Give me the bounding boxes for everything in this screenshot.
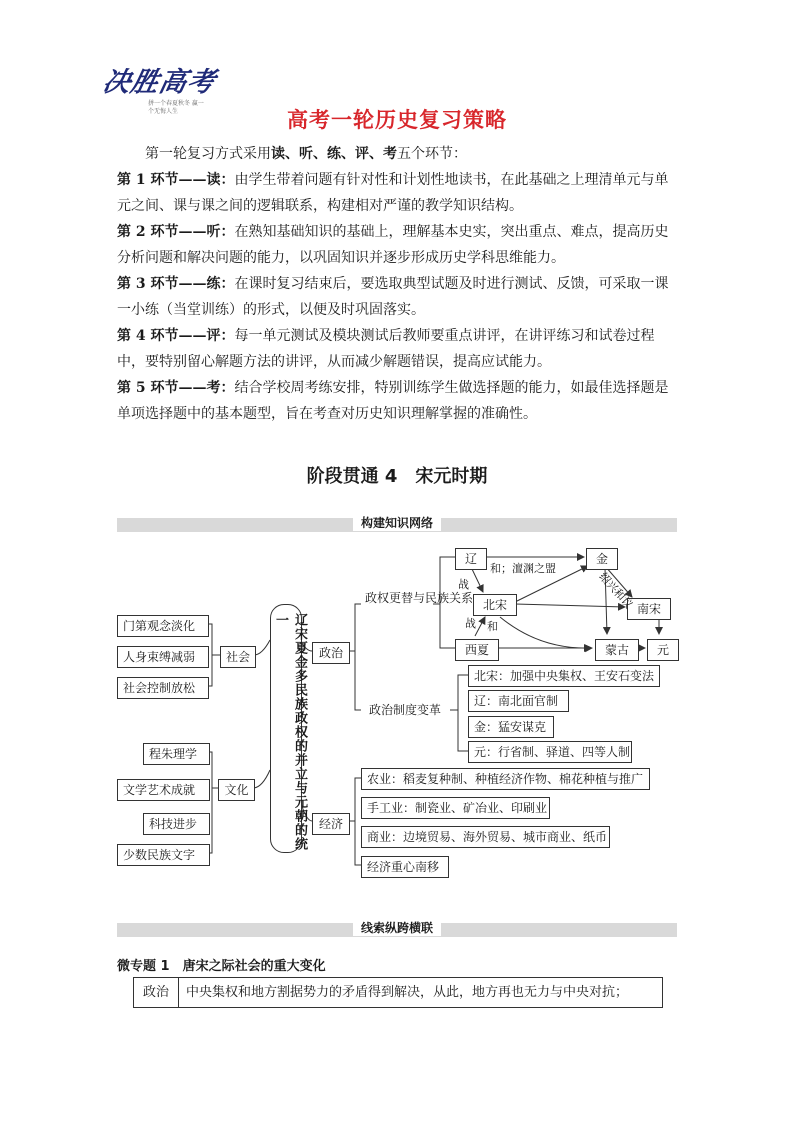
step-1: 第 1 环节——读：由学生带着问题有针对性和计划性地读书，在此基础之上理清单元与单元之间、课与课之间的逻辑联系，构建相对严谨的教学知识结构。 bbox=[117, 172, 669, 214]
society-item: 社会控制放松 bbox=[117, 677, 209, 699]
state-menggu: 蒙古 bbox=[595, 639, 639, 661]
system-item: 金：猛安谋克 bbox=[468, 716, 554, 738]
relations-node: 政权更替与民族关系 bbox=[365, 591, 474, 605]
economy-node: 经济 bbox=[312, 813, 350, 835]
edge-peace-2: 和 bbox=[487, 620, 498, 633]
center-title: 辽宋夏金多民族政权的并立与元朝的统一 bbox=[270, 604, 302, 853]
step-2: 第 2 环节——听：在熟知基础知识的基础上，理解基本史实，突出重点、难点，提高历史分析问题和解决问题的能力，以巩固知识并逐步形成历史学科思维能力。 bbox=[117, 224, 669, 266]
step-3: 第 3 环节——练：在课时复习结束后，要选取典型试题及时进行测试、反馈，可采取一课一小练（当堂训练）的形式，以便及时巩固落实。 bbox=[117, 276, 669, 318]
band-label: 构建知识网络 bbox=[353, 514, 441, 531]
state-jin: 金 bbox=[586, 548, 618, 570]
system-item: 北宋：加强中央集权、王安石变法 bbox=[468, 665, 660, 687]
society-item: 门第观念淡化 bbox=[117, 615, 209, 637]
edge-peace-chanyuan: 和；澶渊之盟 bbox=[490, 562, 556, 575]
politics-node: 政治 bbox=[312, 642, 350, 664]
table-cell-category: 政治 bbox=[134, 978, 179, 1007]
logo-text: 决胜高考 bbox=[100, 67, 219, 98]
band-clues bbox=[117, 923, 677, 937]
table-cell-content: 中央集权和地方割据势力的矛盾得到解决，从此，地方再也无力与中央对抗； bbox=[186, 985, 629, 1000]
economy-item: 农业：稻麦复种制、种植经济作物、棉花种植与推广 bbox=[361, 768, 650, 790]
culture-item: 少数民族文字 bbox=[117, 844, 210, 866]
system-item: 辽：南北面官制 bbox=[468, 690, 569, 712]
edge-war-1: 战 bbox=[458, 578, 469, 591]
state-xixia: 西夏 bbox=[455, 639, 499, 661]
topic-title: 微专题 1 唐宋之际社会的重大变化 bbox=[117, 959, 326, 974]
state-yuan: 元 bbox=[647, 639, 679, 661]
edge-war-2: 战 bbox=[465, 617, 476, 630]
state-nansong: 南宋 bbox=[627, 598, 671, 620]
step-4: 第 4 环节——评：每一单元测试及模块测试后教师要重点讲评，在讲评练习和试卷过程中，要特别留心解题方法的讲评，从而减少解题错误，提高应试能力。 bbox=[117, 328, 655, 370]
society-node: 社会 bbox=[220, 646, 256, 668]
state-beisong: 北宋 bbox=[473, 594, 517, 616]
culture-item: 文学艺术成就 bbox=[117, 779, 210, 801]
economy-item: 商业：边境贸易、海外贸易、城市商业、纸币 bbox=[361, 826, 610, 848]
band-label: 线索纵跨横联 bbox=[353, 919, 441, 936]
society-item: 人身束缚减弱 bbox=[117, 646, 209, 668]
section-title: 阶段贯通 4 宋元时期 bbox=[306, 466, 488, 487]
logo-slogan: 拼一个春夏秋冬 赢一个无悔人生 bbox=[148, 100, 204, 115]
edge-shaoxing: 绍兴和议 bbox=[596, 570, 636, 612]
page-title: 高考一轮历史复习策略 bbox=[287, 108, 507, 132]
system-node: 政治制度变革 bbox=[368, 703, 441, 717]
state-liao: 辽 bbox=[455, 548, 487, 570]
culture-node: 文化 bbox=[218, 779, 255, 801]
economy-item: 手工业：制瓷业、矿冶业、印刷业 bbox=[361, 797, 550, 819]
system-item: 元：行省制、驿道、四等人制 bbox=[468, 741, 632, 763]
topic-table bbox=[133, 977, 663, 1008]
step-5: 第 5 环节——考：结合学校周考练安排，特别训练学生做选择题的能力，如最佳选择题是单项选择题中的基本题型，旨在考查对历史知识理解掌握的准确性。 bbox=[117, 380, 669, 422]
economy-item: 经济重心南移 bbox=[361, 856, 449, 878]
intro-line: 第一轮复习方式采用读、听、练、评、考五个环节： bbox=[145, 146, 467, 162]
culture-item: 科技进步 bbox=[143, 813, 210, 835]
culture-item: 程朱理学 bbox=[143, 743, 210, 765]
